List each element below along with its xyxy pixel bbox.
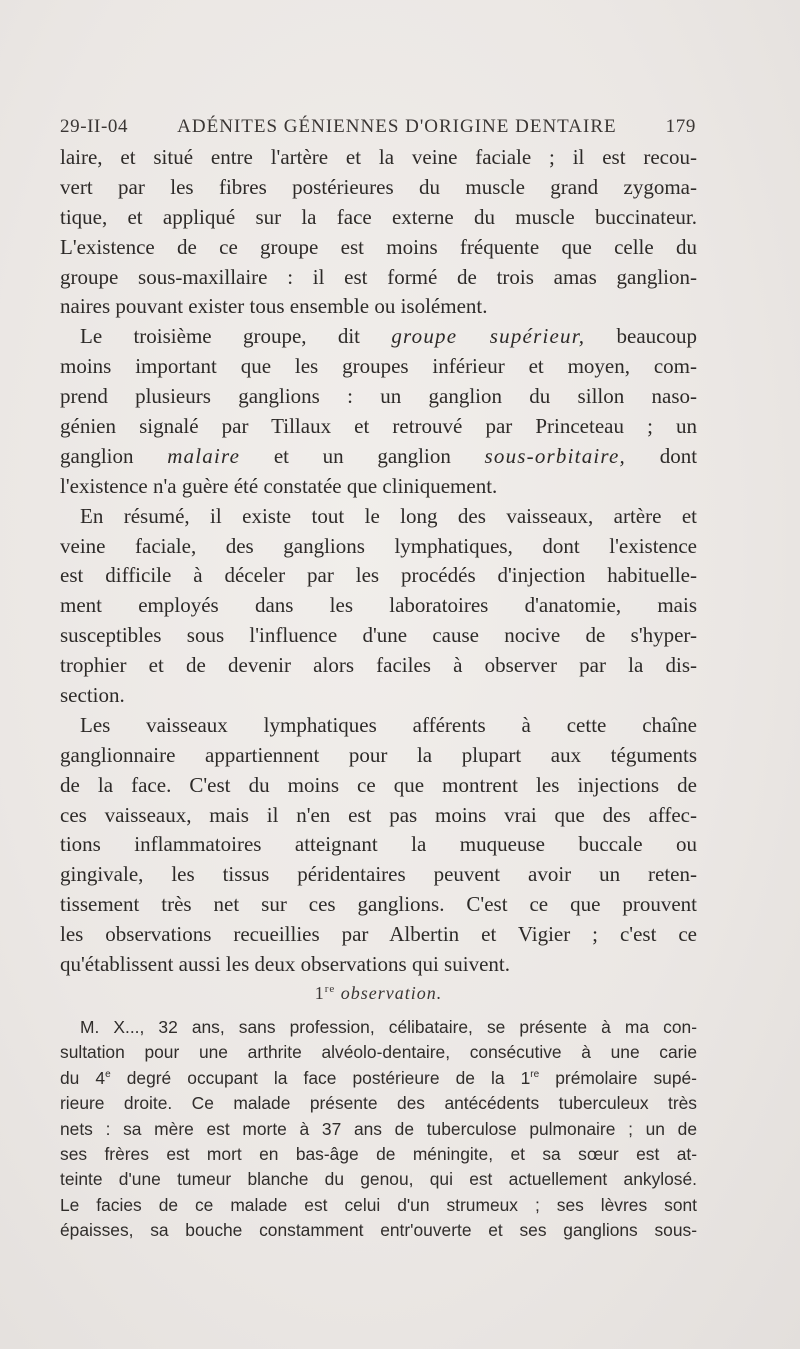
italic-term: sous-orbitaire, xyxy=(484,443,626,468)
small-text-line: teinte d'une tumeur blanche du genou, qui est actuellement ankylosé. xyxy=(60,1169,697,1190)
small-text-line: nets : sa mère est morte à 37 ans de tuberculose pulmonaire ; un de xyxy=(60,1118,697,1139)
text-line: génien signalé par Tillaux et retrouvé par Princeteau ; un xyxy=(60,414,697,439)
text-line: qu'établissent aussi les deux observations qui suivent. xyxy=(60,952,510,977)
observation-text xyxy=(60,1015,697,1244)
italic-term: malaire xyxy=(167,443,241,468)
text-line: tissement très net sur ces ganglions. C'est ce que prouvent xyxy=(60,892,697,917)
text-line: tique, et appliqué sur la face externe du muscle buccinateur. xyxy=(60,204,697,229)
text-line: ganglionnaire appartiennent pour la plupart aux téguments xyxy=(60,742,697,767)
text-line: de la face. C'est du moins ce que montrent les injections de xyxy=(60,772,697,797)
running-header xyxy=(60,116,696,146)
small-text-line: M. X..., 32 ans, sans profession, célibataire, se présente à ma con- xyxy=(80,1017,697,1037)
small-text-line: ses frères est mort en bas-âge de méningite, et sa sœur est at- xyxy=(60,1143,697,1164)
small-text-line: du 4e degré occupant la face postérieure de la 1re prémolaire supé- xyxy=(60,1067,697,1088)
header-date: 29-II-04 xyxy=(60,116,129,137)
observation-heading: 1re observation. xyxy=(314,983,443,1003)
text-line: ment employés dans les laboratoires d'anatomie, mais xyxy=(60,593,697,618)
page-number: 179 xyxy=(665,116,696,137)
small-text-line: sultation pour une arthrite alvéolo-dentaire, consécutive à une carie xyxy=(60,1042,697,1063)
text-line: En résumé, il existe tout le long des vaisseaux, artère et xyxy=(80,503,697,528)
text-line: ces vaisseaux, mais il n'en est pas moins vrai que des affec- xyxy=(60,802,697,827)
text-line: groupe sous-maxillaire : il est formé de trois amas ganglion- xyxy=(60,264,697,289)
text-line: naires pouvant exister tous ensemble ou isolément. xyxy=(60,294,488,319)
text-line: prend plusieurs ganglions : un ganglion du sillon naso- xyxy=(60,384,697,409)
text-line: laire, et situé entre l'artère et la veine faciale ; il est recou- xyxy=(60,145,697,169)
text-line: les observations recueillies par Albertin et Vigier ; c'est ce xyxy=(60,922,697,947)
text-line: Les vaisseaux lymphatiques afférents à cette chaîne xyxy=(80,712,697,737)
text-line: veine faciale, des ganglions lymphatiques, dont l'existence xyxy=(60,533,697,558)
small-text-line: rieure droite. Ce malade présente des antécédents tuberculeux très xyxy=(60,1093,697,1114)
text-line: section. xyxy=(60,683,125,708)
text-line: susceptibles sous l'influence d'une cause nocive de s'hyper- xyxy=(60,623,697,648)
text-line: gingivale, les tissus péridentaires peuvent avoir un reten- xyxy=(60,862,697,887)
text-line: est difficile à déceler par les procédés d'injection habituelle- xyxy=(60,563,697,588)
text-line: L'existence de ce groupe est moins fréquente que celle du xyxy=(60,234,697,259)
text-line: vert par les fibres postérieures du muscle grand zygoma- xyxy=(60,174,697,199)
small-text-line: Le facies de ce malade est celui d'un strumeux ; ses lèvres sont xyxy=(60,1194,697,1215)
italic-term: groupe supérieur, xyxy=(391,324,586,349)
text-line: Le troisième groupe, dit groupe supérieur, beaucoup xyxy=(80,324,697,349)
text-line: moins important que les groupes inférieur et moyen, com- xyxy=(60,354,697,379)
text-line: trophier et de devenir alors faciles à observer par la dis- xyxy=(60,653,697,678)
text-line: l'existence n'a guère été constatée que cliniquement. xyxy=(60,473,498,498)
header-title: ADÉNITES GÉNIENNES D'ORIGINE DENTAIRE xyxy=(177,116,617,137)
small-text-line: épaisses, sa bouche constamment entr'ouverte et ses ganglions sous- xyxy=(60,1220,697,1241)
main-text xyxy=(60,143,697,980)
text-line: ganglion malaire et un ganglion sous-orbitaire, dont xyxy=(60,443,698,468)
text-line: tions inflammatoires atteignant la muqueuse buccale ou xyxy=(60,832,697,857)
